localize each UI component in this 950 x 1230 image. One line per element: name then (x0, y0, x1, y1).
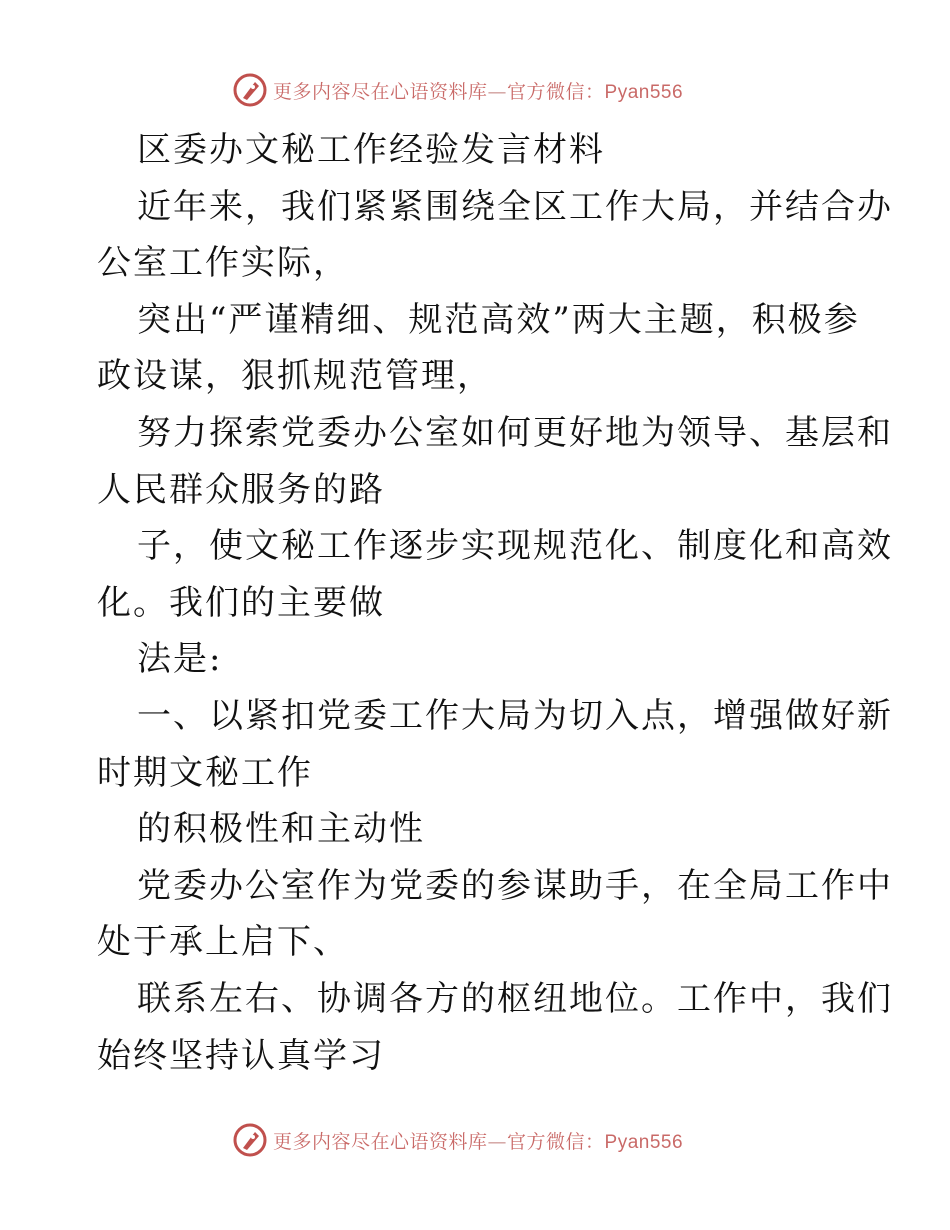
paragraph-line: 党委办公室作为党委的参谋助手，在全局工作中 (137, 865, 893, 906)
paragraph-line: 公室工作实际， (97, 243, 349, 284)
section-heading-line: 时期文秘工作 (97, 752, 313, 793)
header-watermark (233, 72, 683, 108)
watermark-text: 更多内容尽在心语资料库—官方微信：Pyan556 (273, 1130, 684, 1153)
paragraph-line: 突出“严谨精细、规范高效”两大主题，积极参 (137, 299, 860, 340)
paragraph-line: 人民群众服务的路 (97, 469, 385, 510)
footer-watermark (233, 1122, 683, 1158)
paragraph-line: 法是: (137, 639, 223, 680)
pen-nib-logo-icon (233, 1123, 267, 1157)
paragraph-line: 政设谋，狠抓规范管理， (97, 356, 493, 397)
paragraph-line: 近年来，我们紧紧围绕全区工作大局，并结合办 (137, 186, 893, 227)
document-body (97, 122, 893, 1084)
paragraph-line: 努力探索党委办公室如何更好地为领导、基层和 (137, 412, 893, 453)
pen-nib-logo-icon (233, 73, 267, 107)
paragraph-line: 处于承上启下、 (97, 922, 349, 963)
watermark-text: 更多内容尽在心语资料库—官方微信：Pyan556 (273, 80, 684, 103)
section-heading-line: 的积极性和主动性 (137, 809, 425, 850)
paragraph-line: 化。我们的主要做 (97, 582, 385, 623)
paragraph-line: 始终坚持认真学习 (97, 1035, 385, 1076)
paragraph-line: 联系左右、协调各方的枢纽地位。工作中，我们 (137, 978, 893, 1019)
document-title: 区委办文秘工作经验发言材料 (137, 130, 605, 170)
section-heading-line: 一、以紧扣党委工作大局为切入点，增强做好新 (137, 695, 893, 736)
paragraph-line: 子，使文秘工作逐步实现规范化、制度化和高效 (137, 526, 893, 567)
